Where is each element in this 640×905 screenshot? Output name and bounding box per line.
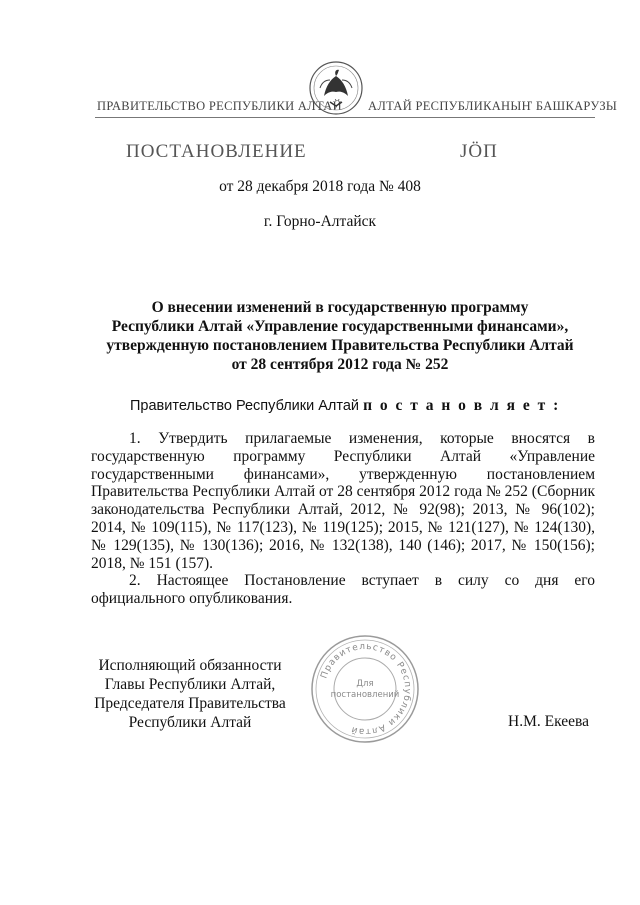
- title-line: О внесении изменений в государственную программу: [151, 299, 529, 316]
- decrees-verb: п о с т а н о в л я е т :: [363, 397, 561, 414]
- seal-ring-text: Правительство Республики Алтай: [319, 641, 413, 737]
- signer-line: Главы Республики Алтай,: [104, 676, 276, 693]
- signer-line: Исполняющий обязанности: [98, 657, 282, 674]
- doc-kind-altai: JÖП: [460, 141, 498, 162]
- header-org-left: ПРАВИТЕЛЬСТВО РЕСПУБЛИКИ АЛТАЙ: [97, 99, 342, 113]
- seal-center-line-1: Для: [356, 679, 374, 689]
- title-line: утвержденную постановлением Правительства Республики Алтай: [106, 337, 574, 354]
- document-city: г. Горно-Алтайск: [263, 213, 377, 230]
- title-line: Республики Алтай «Управление государственными финансами»,: [111, 318, 569, 335]
- header-org-right: АЛТАЙ РЕСПУБЛИКАНЫҤ БАШКАРУЗЫ: [368, 99, 618, 113]
- document-date-number: от 28 декабря 2018 года № 408: [219, 178, 421, 195]
- decrees-line: [130, 397, 560, 415]
- body-paragraph-1: 1. Утвердить прилагаемые изменения, которые вносятся в государственную программу Республики Алтай «Управление государственными финансами», утвержденную постановлением Правительства Республики Алтай от 28 сентября 2012 года № 252 (Сборник законодательства Республики Алтай, 2012, № 92(98); 2013, № 96(102); 2014, № 109(115), № 117(123), № 119(125); 2015, № 121(127), № 124(130), № 129(135), № 130(136); 2016, № 132(138), 140 (146); 2017, № 150(156); 2018, № 151 (157).: [91, 430, 595, 572]
- official-seal-icon: [309, 633, 421, 745]
- document-title: [90, 298, 590, 374]
- signer-line: Председателя Правительства: [94, 695, 286, 712]
- doc-kind-russian: ПОСТАНОВЛЕНИЕ: [126, 141, 307, 162]
- signer-position: [92, 656, 288, 732]
- emblem-icon: [308, 58, 364, 120]
- decrees-prefix: Правительство Республики Алтай: [130, 398, 360, 414]
- seal-center-line-2: постановлений: [330, 690, 400, 700]
- document-body: [91, 430, 595, 608]
- title-line: от 28 сентября 2012 года № 252: [231, 356, 449, 373]
- body-paragraph-2: 2. Настоящее Постановление вступает в силу со дня его официального опубликования.: [91, 572, 595, 608]
- signer-name: Н.М. Екеева: [508, 713, 589, 730]
- signer-line: Республики Алтай: [128, 714, 252, 731]
